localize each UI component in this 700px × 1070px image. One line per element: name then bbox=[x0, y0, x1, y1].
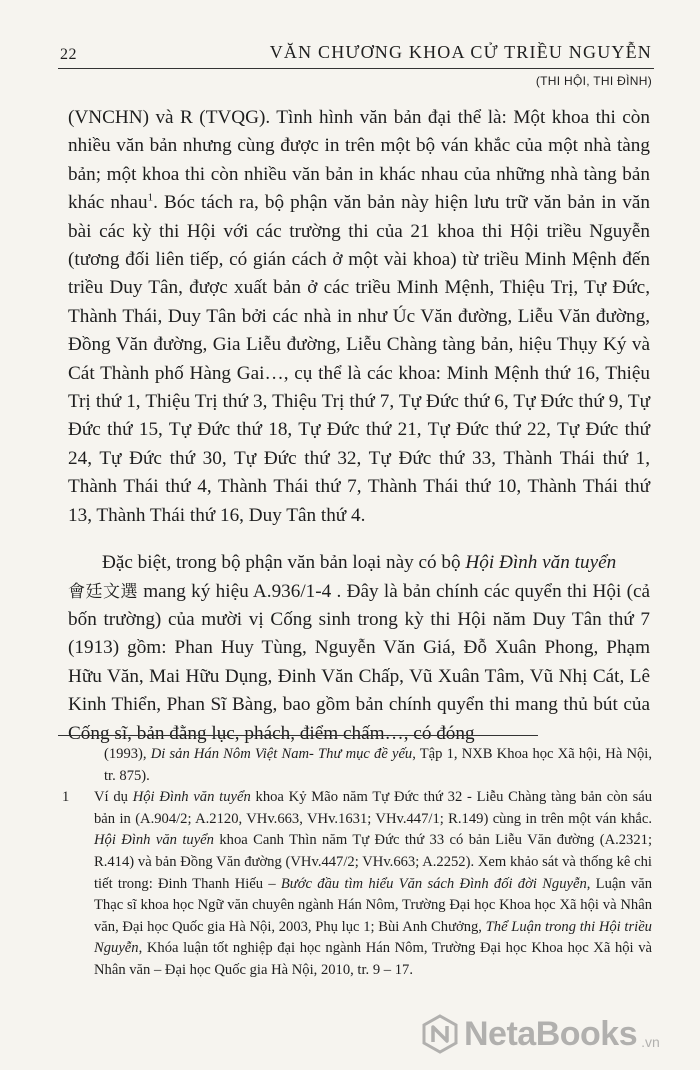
paragraph-1-text-a: (VNCHN) và R (TVQG). Tình hình văn bản đại thể là: Một khoa thi còn nhiều văn bản nhưng cùng được in trên một bộ ván khắc của một nhà tàng bản; một khoa thi còn nhiều văn bản in khác nhau của những nhà tàng bản khác nhau bbox=[68, 107, 650, 214]
fn1-title-3: Bước đầu tìm hiểu Văn sách Đình đối đời Nguyễn bbox=[280, 875, 587, 892]
footnote-continuation bbox=[60, 744, 652, 787]
running-subtitle: (THI HỘI, THI ĐÌNH) bbox=[535, 74, 652, 88]
fn1-text-c: khoa Canh Thìn năm Tự Đức thứ 33 có bản Liễu Văn đường (A.2321; R.414) và bản Đồng Văn đường (VHv.447/2; VHv.663; A.2252). Xem khảo sát và thống kê chi tiết trong: Đinh Thanh Hiếu – bbox=[94, 832, 652, 892]
paragraph-2-lead: Đặc biệt, trong bộ phận văn bản loại này có bộ bbox=[102, 552, 466, 574]
fn1-text-e: , Khóa luận tốt nghiệp đại học ngành Hán Nôm, Trường Đại học Khoa học Xã hội và Nhân văn – Đại học Quốc gia Hà Nội, 2010, tr. 9 – 17. bbox=[94, 940, 652, 978]
paragraph-1-text-b: . Bóc tách ra, bộ phận văn bản này hiện lưu trữ văn bản in văn bài các kỳ thi Hội với các trường thi của 21 khoa thi Hội triều Nguyễn (tương đối liên tiếp, có gián cách ở một vài khoa) từ triều Minh Mệnh đến triều Duy Tân, được xuất bản ở các triều Minh Mệnh, Thiệu Trị, Tự Đức, Thành Thái, Duy Tân bởi các nhà in như Úc Văn đường, Liễu Văn đường, Đồng Văn đường, Gia Liễu đường, Liễu Chàng tàng bản, hiệu Thụy Ký và Cát Thành phố Hàng Gai…, cụ thể là các khoa: Minh Mệnh thứ 16, Thiệu Trị thứ 1, Thiệu Trị thứ 3, Thiệu Trị thứ 7, Tự Đức thứ 6, Tự Đức thứ 9, Tự Đức thứ 15, Tự Đức thứ 18, Tự Đức thứ 21, Tự Đức thứ 22, Tự Đức thứ 24, Tự Đức thứ 30, Tự Đức thứ 32, Tự Đức thứ 33, Thành Thái thứ 1, Thành Thái thứ 4, Thành Thái thứ 7, Thành Thái thứ 10, Thành Thái thứ 13, Thành Thái thứ 16, Duy Tân thứ 4. bbox=[68, 192, 650, 526]
fn1-title-1: Hội Đình văn tuyển bbox=[132, 789, 251, 806]
fn1-title-4: Thể Luận trong thi Hội triều Nguyễn bbox=[94, 918, 652, 957]
page-number: 22 bbox=[60, 46, 77, 63]
fn1-title-2: Hội Đình văn tuyển bbox=[94, 832, 214, 849]
paragraph-2 bbox=[68, 549, 650, 748]
paragraph-2-text: mang ký hiệu A.936/1-4 . Đây là bản chính các quyển thi Hội (cả bốn trường) của mười vị Cống sinh trong kỳ thi Hội năm Duy Tân thứ 7 (1913) gồm: Phan Huy Tùng, Nguyễn Văn Giá, Đỗ Xuân Phong, Phạm Hữu Văn, Mai Hữu Dụng, Đinh Văn Chấp, Vũ Xuân Tâm, Vũ Nhị Cát, Lê Kinh Thiển, Phan Sĩ Bàng, bao gồm bản chính quyển thi mang thủ bút của Cống sĩ, bản đằng lục, phách, điểm chấm…, có đóng bbox=[68, 580, 650, 744]
paragraph-1 bbox=[68, 104, 650, 530]
footnote-reference: 1 bbox=[147, 191, 154, 204]
running-title: VĂN CHƯƠNG KHOA CỬ TRIỀU NGUYỄN bbox=[269, 42, 652, 62]
footnote-1 bbox=[60, 787, 652, 981]
fn-cont-text-b: , Tập 1, NXB Khoa học Xã hội, Hà Nội, tr. 875). bbox=[104, 746, 652, 784]
footnote-1-text bbox=[94, 787, 652, 981]
watermark-brand: NetaBooks bbox=[464, 1014, 638, 1053]
netabooks-logo-icon bbox=[420, 1014, 460, 1054]
watermark-suffix: .vn bbox=[641, 1034, 660, 1050]
fn-cont-title: Di sản Hán Nôm Việt Nam- Thư mục đề yếu bbox=[150, 746, 413, 762]
netabooks-watermark bbox=[420, 1014, 660, 1054]
body-text bbox=[68, 104, 650, 748]
han-characters: 會廷文選 bbox=[68, 581, 138, 602]
book-title: Hội Đình văn tuyển bbox=[465, 552, 617, 574]
fn-cont-text-a: (1993), bbox=[104, 746, 151, 762]
header-rule bbox=[58, 68, 654, 69]
fn1-text-d: , Luận văn Thạc sĩ khoa học Ngữ văn chuyên ngành Hán Nôm, Trường Đại học Khoa học Xã hội và Nhân văn, Đại học Quốc gia Hà Nội, 2003, Phụ lục 1; Bùi Anh Chưởng, bbox=[94, 875, 652, 935]
footnotes bbox=[60, 744, 652, 982]
footnote-rule bbox=[58, 735, 538, 736]
footnote-1-number: 1 bbox=[62, 789, 70, 806]
fn1-text-a: Ví dụ bbox=[94, 789, 133, 806]
fn1-text-b: khoa Kỷ Mão năm Tự Đức thứ 32 - Liễu Chàng tàng bản còn sáu bản in (A.904/2; A.2120, VHv.663, VHv.1631; VHv.447/1; R.149) cùng in trên một ván khắc. bbox=[94, 789, 653, 827]
